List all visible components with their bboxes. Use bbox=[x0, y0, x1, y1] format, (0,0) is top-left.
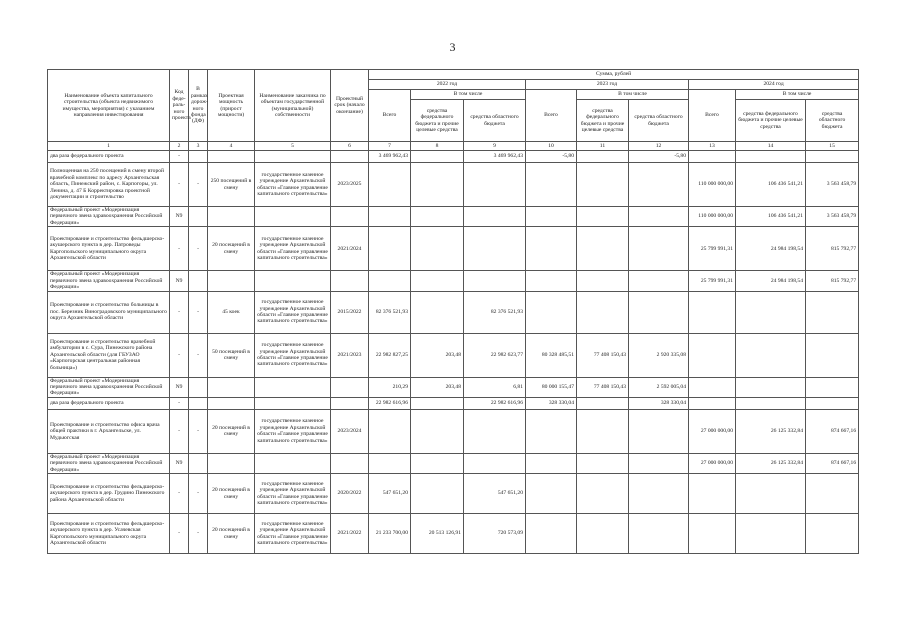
cell-v8: 203,48 bbox=[411, 333, 464, 377]
cell-v13 bbox=[689, 397, 736, 409]
cell-code: N9 bbox=[170, 453, 189, 473]
cell-v9: 6,81 bbox=[464, 377, 526, 397]
cell-customer bbox=[255, 207, 331, 227]
cell-v8 bbox=[411, 163, 464, 207]
cell-v12 bbox=[629, 271, 689, 291]
cell-dif: - bbox=[189, 163, 208, 207]
cell-name: Полноценная на 250 посещений в смену второй врачебной комплекс по адресу Архангельская область, Пинежский район, с. Карпогоры, ул. Ленина, д. 47 Б Корректировка проектной документации и строительство bbox=[48, 163, 170, 207]
cell-v10 bbox=[526, 514, 577, 554]
cell-v11 bbox=[577, 151, 629, 163]
cell-dif: - bbox=[189, 514, 208, 554]
cell-v7 bbox=[369, 207, 411, 227]
cell-v7: 82 376 521,93 bbox=[369, 291, 411, 333]
cell-v9: 547 651,20 bbox=[464, 474, 526, 514]
cell-dif: - bbox=[189, 227, 208, 271]
header-capacity: Проектная мощность (прирост мощности) bbox=[208, 70, 255, 142]
col-num: 12 bbox=[629, 142, 689, 151]
cell-v9: 720 573,09 bbox=[464, 514, 526, 554]
cell-v10 bbox=[526, 271, 577, 291]
cell-v13: 110 000 000,00 bbox=[689, 163, 736, 207]
cell-customer: государственное казенное учреждение Архангельской области «Главное управление капитального строительства» bbox=[255, 409, 331, 453]
cell-v13 bbox=[689, 291, 736, 333]
cell-v15 bbox=[806, 151, 859, 163]
cell-v14 bbox=[736, 397, 806, 409]
col-num: 2 bbox=[170, 142, 189, 151]
cell-v12 bbox=[629, 474, 689, 514]
cell-capacity: 20 посещений в смену bbox=[208, 227, 255, 271]
cell-v7: 210,29 bbox=[369, 377, 411, 397]
cell-v12 bbox=[629, 514, 689, 554]
cell-v9: 22 982 616,96 bbox=[464, 397, 526, 409]
cell-v8: 203,48 bbox=[411, 377, 464, 397]
header-name: Наименование объекта капитального строительства (объекта недвижимого имущества, мероприятия) с указанием направления инвестирования bbox=[48, 70, 170, 142]
col-num: 14 bbox=[736, 142, 806, 151]
cell-term: 2023/2024 bbox=[331, 409, 369, 453]
header-total-2: Всего bbox=[526, 90, 577, 142]
cell-name: Проектирование и строительство врачебной амбулатории в с. Сура, Пинежского района Архангельской области (для ГБУЗАО «Карпогорская центральная районная больница») bbox=[48, 333, 170, 377]
cell-v15: 3 563 458,79 bbox=[806, 207, 859, 227]
cell-v14: 106 436 541,21 bbox=[736, 163, 806, 207]
cell-code: - bbox=[170, 333, 189, 377]
cell-v11 bbox=[577, 291, 629, 333]
cell-v10 bbox=[526, 474, 577, 514]
header-total-1: Всего bbox=[369, 90, 411, 142]
cell-code: - bbox=[170, 163, 189, 207]
cell-v7 bbox=[369, 271, 411, 291]
cell-capacity bbox=[208, 207, 255, 227]
cell-v14 bbox=[736, 291, 806, 333]
cell-v11 bbox=[577, 474, 629, 514]
cell-customer: государственное казенное учреждение Архангельской области «Главное управление капитального строительства» bbox=[255, 163, 331, 207]
cell-v15 bbox=[806, 291, 859, 333]
table-subrow bbox=[48, 151, 859, 163]
cell-capacity: 20 посещений в смену bbox=[208, 409, 255, 453]
cell-v9 bbox=[464, 453, 526, 473]
cell-dif bbox=[189, 397, 208, 409]
cell-v14: 24 984 198,54 bbox=[736, 227, 806, 271]
cell-v7: 21 233 700,00 bbox=[369, 514, 411, 554]
cell-name: Проектирование и строительство фельдшерско-акушерского пункта в дер. Патроведы Каргопольского муниципального округа Архангельской области bbox=[48, 227, 170, 271]
cell-v7 bbox=[369, 409, 411, 453]
cell-v15: 815 792,77 bbox=[806, 271, 859, 291]
cell-capacity: 20 посещений в смену bbox=[208, 514, 255, 554]
header-code: Код феде-раль-ного проекта bbox=[170, 70, 189, 142]
cell-code: - bbox=[170, 291, 189, 333]
cell-name: Проектирование и строительство больницы в пос. Березник Виноградовского муниципального округа Архангельской области bbox=[48, 291, 170, 333]
cell-code: - bbox=[170, 397, 189, 409]
cell-v12: 2 920 335,08 bbox=[629, 333, 689, 377]
cell-v14 bbox=[736, 514, 806, 554]
cell-v8 bbox=[411, 207, 464, 227]
cell-v13: 25 799 991,31 bbox=[689, 271, 736, 291]
cell-capacity bbox=[208, 397, 255, 409]
cell-v9 bbox=[464, 271, 526, 291]
cell-term: 2021/2022 bbox=[331, 514, 369, 554]
cell-customer bbox=[255, 453, 331, 473]
cell-code: - bbox=[170, 151, 189, 163]
cell-v8: 20 513 126,91 bbox=[411, 514, 464, 554]
cell-v14: 106 436 541,21 bbox=[736, 207, 806, 227]
cell-v12 bbox=[629, 453, 689, 473]
cell-term bbox=[331, 207, 369, 227]
cell-code: - bbox=[170, 474, 189, 514]
cell-v10 bbox=[526, 453, 577, 473]
header-obl-2: средства областного бюджета bbox=[629, 100, 689, 142]
cell-term bbox=[331, 397, 369, 409]
cell-v8 bbox=[411, 409, 464, 453]
table-row bbox=[48, 291, 859, 333]
cell-v10 bbox=[526, 409, 577, 453]
cell-v15 bbox=[806, 377, 859, 397]
cell-v7: 22 982 616,96 bbox=[369, 397, 411, 409]
cell-v13 bbox=[689, 474, 736, 514]
cell-v9 bbox=[464, 409, 526, 453]
cell-v9: 3 469 962,43 bbox=[464, 151, 526, 163]
cell-customer: государственное казенное учреждение Архангельской области «Главное управление капитального строительства» bbox=[255, 291, 331, 333]
cell-customer bbox=[255, 271, 331, 291]
header-inthat-2: В том числе bbox=[577, 90, 689, 100]
cell-v10 bbox=[526, 163, 577, 207]
cell-v11 bbox=[577, 453, 629, 473]
cell-name: Федеральный проект «Модернизация первичного звена здравоохранения Российской Федерации» bbox=[48, 453, 170, 473]
cell-v14 bbox=[736, 474, 806, 514]
cell-v12 bbox=[629, 227, 689, 271]
cell-v15: 3 563 458,79 bbox=[806, 163, 859, 207]
cell-name: Федеральный проект «Модернизация первичного звена здравоохранения Российской Федерации» bbox=[48, 207, 170, 227]
cell-v10 bbox=[526, 207, 577, 227]
cell-dif bbox=[189, 151, 208, 163]
cell-v13: 27 000 000,00 bbox=[689, 453, 736, 473]
cell-v14 bbox=[736, 377, 806, 397]
cell-v15: 815 792,77 bbox=[806, 227, 859, 271]
header-inthat-1: В том числе bbox=[411, 90, 526, 100]
column-number-row bbox=[48, 142, 859, 151]
cell-v15 bbox=[806, 397, 859, 409]
cell-dif: - bbox=[189, 333, 208, 377]
cell-customer bbox=[255, 151, 331, 163]
table-subrow bbox=[48, 207, 859, 227]
cell-v13 bbox=[689, 514, 736, 554]
cell-dif: - bbox=[189, 291, 208, 333]
cell-capacity: 50 посещений в смену bbox=[208, 333, 255, 377]
cell-capacity bbox=[208, 377, 255, 397]
table-row bbox=[48, 333, 859, 377]
table-row bbox=[48, 474, 859, 514]
cell-v10: -5,80 bbox=[526, 151, 577, 163]
cell-customer bbox=[255, 397, 331, 409]
col-num: 13 bbox=[689, 142, 736, 151]
cell-v14: 26 125 332,84 bbox=[736, 453, 806, 473]
cell-v8 bbox=[411, 227, 464, 271]
table-row bbox=[48, 409, 859, 453]
header-fed-1: средства федерального бюджета и прочие целевые средства bbox=[411, 100, 464, 142]
cell-v7 bbox=[369, 453, 411, 473]
cell-v13: 27 000 000,00 bbox=[689, 409, 736, 453]
cell-v11 bbox=[577, 409, 629, 453]
cell-dif bbox=[189, 377, 208, 397]
cell-capacity: 45 коек bbox=[208, 291, 255, 333]
col-num: 15 bbox=[806, 142, 859, 151]
cell-v8 bbox=[411, 291, 464, 333]
header-year-1: 2022 год bbox=[369, 80, 526, 90]
table-subrow bbox=[48, 377, 859, 397]
cell-v12: 2 592 005,04 bbox=[629, 377, 689, 397]
cell-v12 bbox=[629, 207, 689, 227]
cell-customer: государственное казенное учреждение Архангельской области «Главное управление капитального строительства» bbox=[255, 333, 331, 377]
cell-v12: 328 330,04 bbox=[629, 397, 689, 409]
cell-v10 bbox=[526, 227, 577, 271]
cell-v7: 22 982 827,25 bbox=[369, 333, 411, 377]
cell-capacity bbox=[208, 453, 255, 473]
cell-code: - bbox=[170, 227, 189, 271]
header-customer: Наименование заказчика по объектам государственной (муниципальной) собственности bbox=[255, 70, 331, 142]
cell-capacity bbox=[208, 151, 255, 163]
cell-v11 bbox=[577, 514, 629, 554]
cell-customer bbox=[255, 377, 331, 397]
cell-code: - bbox=[170, 514, 189, 554]
header-total-3: Всего bbox=[689, 90, 736, 142]
header-year-2: 2023 год bbox=[526, 80, 689, 90]
cell-v11: 77 408 150,43 bbox=[577, 333, 629, 377]
cell-code: - bbox=[170, 409, 189, 453]
col-num: 6 bbox=[331, 142, 369, 151]
cell-name: Проектирование и строительство офиса врача общей практики в г. Архангельске, ул. Мудьюгская bbox=[48, 409, 170, 453]
cell-v8 bbox=[411, 151, 464, 163]
header-year-3: 2024 год bbox=[689, 80, 859, 90]
cell-v13: 110 000 000,00 bbox=[689, 207, 736, 227]
cell-v12: -5,80 bbox=[629, 151, 689, 163]
cell-v15: 874 667,16 bbox=[806, 409, 859, 453]
cell-dif: - bbox=[189, 409, 208, 453]
cell-term: 2015/2022 bbox=[331, 291, 369, 333]
cell-term bbox=[331, 453, 369, 473]
cell-code: N9 bbox=[170, 377, 189, 397]
col-num: 8 bbox=[411, 142, 464, 151]
cell-name: два раза федерального проекта bbox=[48, 397, 170, 409]
page-number: 3 bbox=[449, 40, 456, 54]
table-subrow bbox=[48, 397, 859, 409]
header-sum: Сумма, рублей bbox=[369, 70, 859, 80]
cell-v12 bbox=[629, 409, 689, 453]
cell-v7: 547 651,20 bbox=[369, 474, 411, 514]
header-obl-1: средства областного бюджета bbox=[464, 100, 526, 142]
cell-name: Федеральный проект «Модернизация первичного звена здравоохранения Российской Федерации» bbox=[48, 377, 170, 397]
cell-dif bbox=[189, 453, 208, 473]
cell-v14 bbox=[736, 151, 806, 163]
cell-customer: государственное казенное учреждение Архангельской области «Главное управление капитального строительства» bbox=[255, 227, 331, 271]
cell-v14: 24 984 198,54 bbox=[736, 271, 806, 291]
cell-v13 bbox=[689, 333, 736, 377]
table-row bbox=[48, 227, 859, 271]
col-num: 1 bbox=[48, 142, 170, 151]
cell-v13: 25 799 991,31 bbox=[689, 227, 736, 271]
investment-table bbox=[47, 69, 859, 554]
cell-dif: - bbox=[189, 474, 208, 514]
cell-v8 bbox=[411, 271, 464, 291]
cell-v10: 80 000 155,47 bbox=[526, 377, 577, 397]
cell-term: 2021/2024 bbox=[331, 227, 369, 271]
cell-v11 bbox=[577, 163, 629, 207]
cell-code: N9 bbox=[170, 271, 189, 291]
cell-dif bbox=[189, 271, 208, 291]
cell-dif bbox=[189, 207, 208, 227]
cell-v13 bbox=[689, 377, 736, 397]
col-num: 4 bbox=[208, 142, 255, 151]
cell-v9 bbox=[464, 227, 526, 271]
cell-name: Проектирование и строительство фельдшерско-акушерского пункта в дер. Грудино Пинежского района Архангельской области bbox=[48, 474, 170, 514]
cell-name: Федеральный проект «Модернизация первичного звена здравоохранения Российской Федерации» bbox=[48, 271, 170, 291]
cell-term: 2020/2022 bbox=[331, 474, 369, 514]
cell-v10: 80 328 485,51 bbox=[526, 333, 577, 377]
col-num: 11 bbox=[577, 142, 629, 151]
cell-v15 bbox=[806, 474, 859, 514]
cell-term: 2021/2023 bbox=[331, 333, 369, 377]
cell-v14 bbox=[736, 333, 806, 377]
cell-capacity: 250 посещений в смену bbox=[208, 163, 255, 207]
table-subrow bbox=[48, 453, 859, 473]
cell-term: 2023/2025 bbox=[331, 163, 369, 207]
cell-v8 bbox=[411, 474, 464, 514]
table-row bbox=[48, 514, 859, 554]
cell-v11 bbox=[577, 227, 629, 271]
header-dif: В рамках дорож-ного фонда (ДФ) bbox=[189, 70, 208, 142]
cell-customer: государственное казенное учреждение Архангельской области «Главное управление капитального строительства» bbox=[255, 474, 331, 514]
cell-v14: 26 125 332,84 bbox=[736, 409, 806, 453]
cell-v9 bbox=[464, 207, 526, 227]
col-num: 5 bbox=[255, 142, 331, 151]
cell-v9: 22 982 623,77 bbox=[464, 333, 526, 377]
col-num: 3 bbox=[189, 142, 208, 151]
cell-v11 bbox=[577, 207, 629, 227]
cell-v9 bbox=[464, 163, 526, 207]
cell-v7 bbox=[369, 163, 411, 207]
cell-v13 bbox=[689, 151, 736, 163]
header-fed-3: средства федерального бюджета и прочие целевые средства bbox=[736, 100, 806, 142]
table-row bbox=[48, 163, 859, 207]
header-term: Проектный срок (начало окончание) bbox=[331, 70, 369, 142]
cell-name: два раза федерального проекта bbox=[48, 151, 170, 163]
cell-v11 bbox=[577, 271, 629, 291]
cell-term bbox=[331, 377, 369, 397]
table-subrow bbox=[48, 271, 859, 291]
cell-v15 bbox=[806, 333, 859, 377]
cell-v15: 874 667,16 bbox=[806, 453, 859, 473]
col-num: 10 bbox=[526, 142, 577, 151]
header-inthat-3: В том числе bbox=[736, 90, 859, 100]
cell-term bbox=[331, 271, 369, 291]
col-num: 7 bbox=[369, 142, 411, 151]
cell-v7: 3 469 962,43 bbox=[369, 151, 411, 163]
cell-v15 bbox=[806, 514, 859, 554]
cell-capacity: 20 посещений в смену bbox=[208, 474, 255, 514]
cell-v8 bbox=[411, 453, 464, 473]
cell-v7 bbox=[369, 227, 411, 271]
col-num: 9 bbox=[464, 142, 526, 151]
cell-capacity bbox=[208, 271, 255, 291]
cell-term bbox=[331, 151, 369, 163]
cell-v10 bbox=[526, 291, 577, 333]
cell-name: Проектирование и строительство фельдшерско-акушерского пункта в дер. Усачевская Каргопольского муниципального округа Архангельской области bbox=[48, 514, 170, 554]
cell-code: N9 bbox=[170, 207, 189, 227]
cell-v8 bbox=[411, 397, 464, 409]
cell-v12 bbox=[629, 291, 689, 333]
cell-v11: 77 408 150,43 bbox=[577, 377, 629, 397]
cell-customer: государственное казенное учреждение Архангельской области «Главное управление капитального строительства» bbox=[255, 514, 331, 554]
cell-v10: 328 330,04 bbox=[526, 397, 577, 409]
header-obl-3: средства областного бюджета bbox=[806, 100, 859, 142]
cell-v11 bbox=[577, 397, 629, 409]
cell-v12 bbox=[629, 163, 689, 207]
header-fed-2: средства федерального бюджета и прочие целевые средства bbox=[577, 100, 629, 142]
cell-v9: 82 376 521,93 bbox=[464, 291, 526, 333]
